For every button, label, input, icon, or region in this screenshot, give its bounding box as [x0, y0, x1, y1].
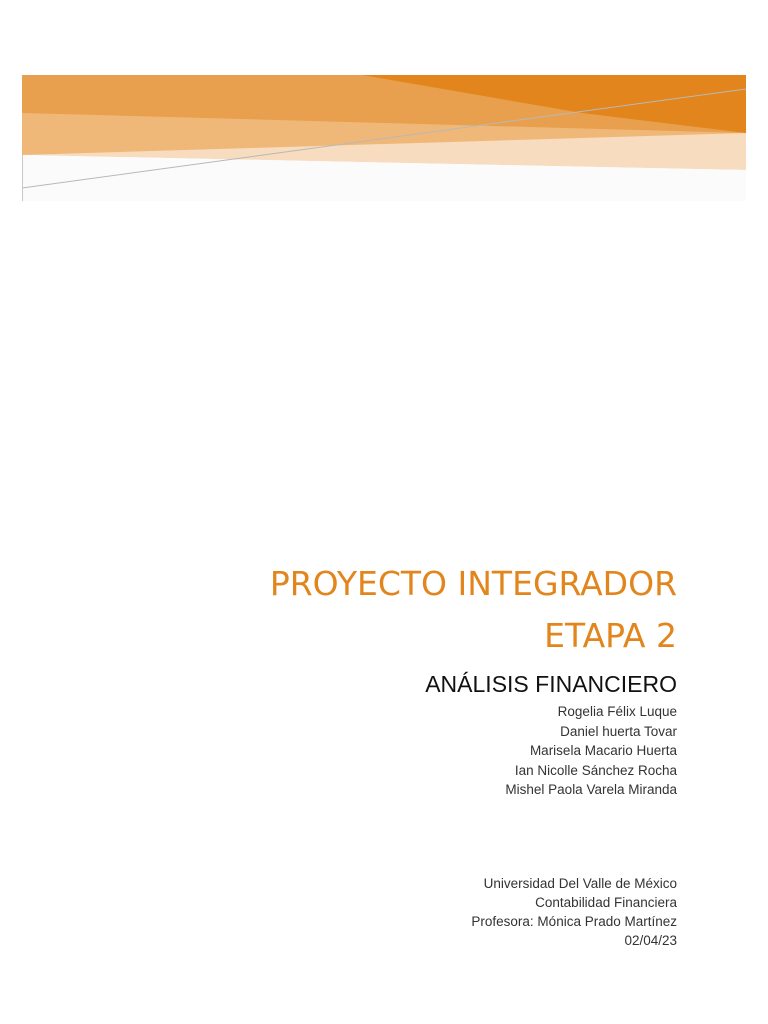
- author-name: Marisela Macario Huerta: [529, 743, 677, 758]
- course-name: Contabilidad Financiera: [535, 895, 677, 910]
- author-name: Ian Nicolle Sánchez Rocha: [514, 762, 677, 778]
- title-line-1: PROYECTO INTEGRADOR: [269, 564, 677, 603]
- decorative-header-banner: [22, 75, 746, 201]
- authors-list: [505, 702, 677, 800]
- title-line-2: ETAPA 2: [544, 616, 677, 655]
- cover-subtitle: ANÁLISIS FINANCIERO: [425, 671, 677, 697]
- author-name: Rogelia Félix Luque: [557, 704, 677, 719]
- author-name: Daniel huerta Tovar: [560, 723, 677, 739]
- professor-name: Profesora: Mónica Prado Martínez: [471, 914, 677, 929]
- cover-title: [270, 558, 677, 662]
- author-name: Mishel Paola Varela Miranda: [505, 782, 677, 797]
- document-date: 02/04/23: [624, 933, 677, 948]
- course-info: [471, 874, 677, 950]
- university-name: Universidad Del Valle de México: [483, 876, 677, 891]
